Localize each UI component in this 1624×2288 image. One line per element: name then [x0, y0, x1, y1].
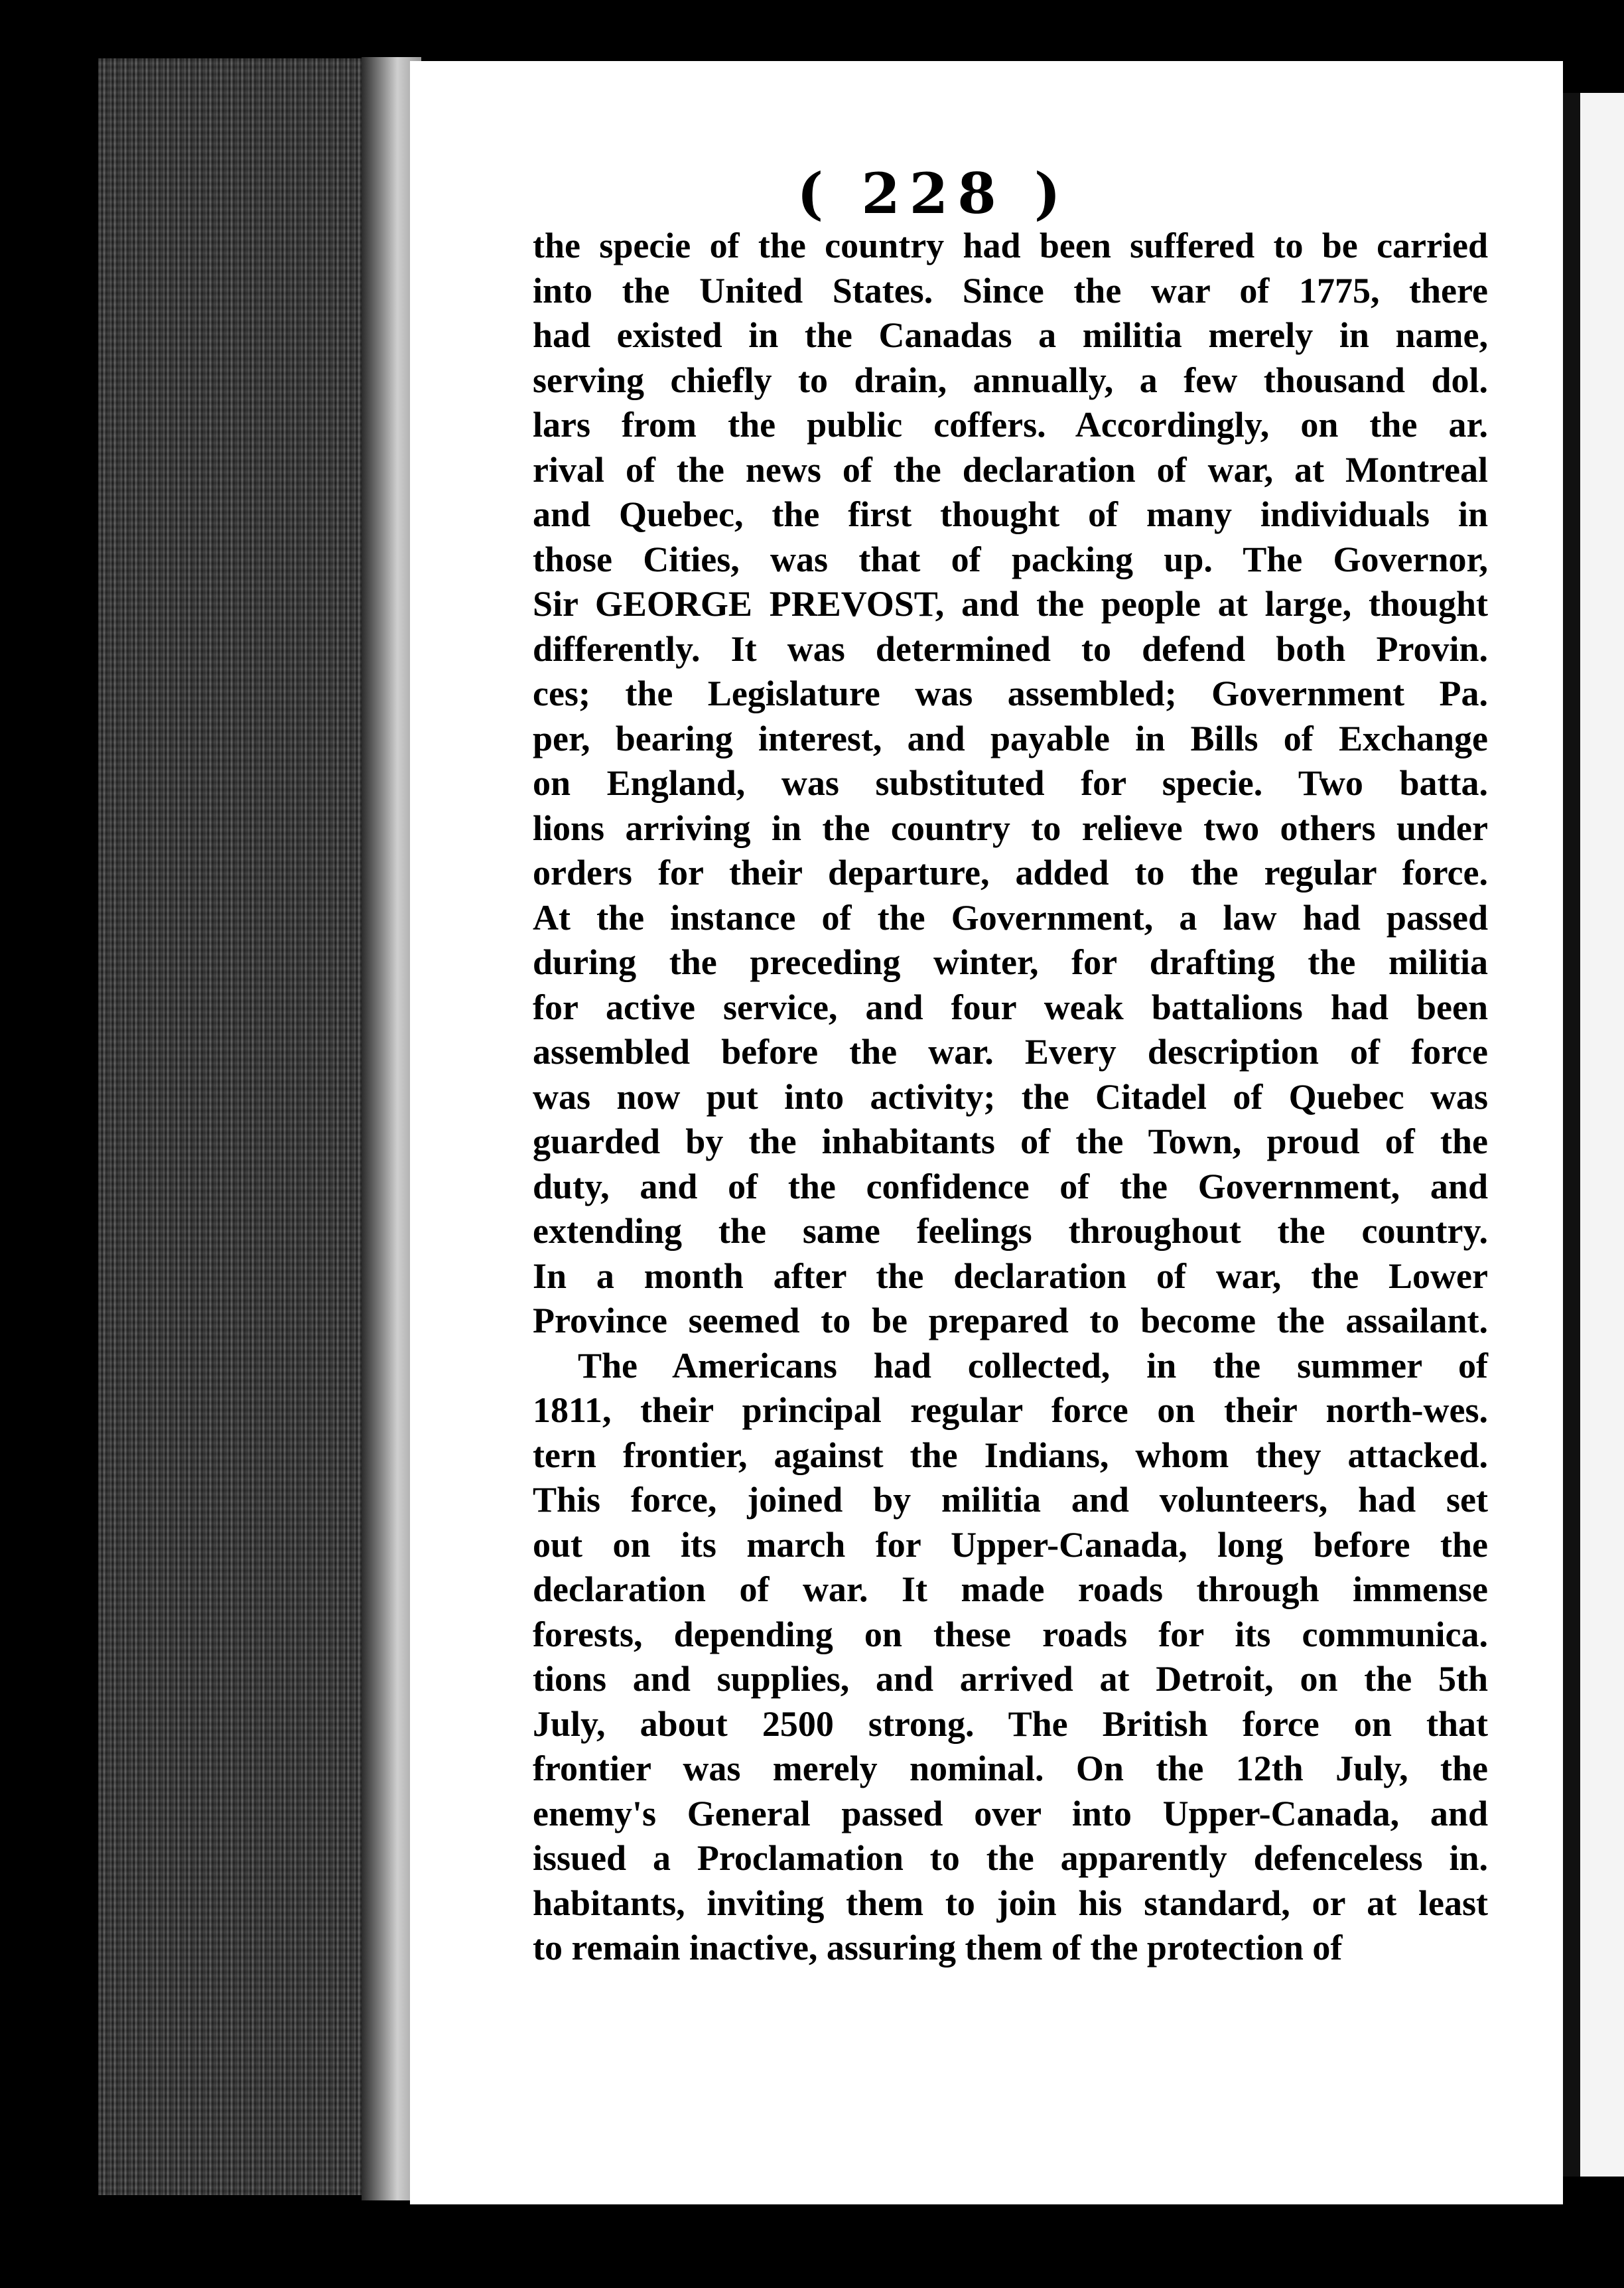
text-line: 1811, their principal regular force on their north-wes.	[533, 1390, 1488, 1430]
text-line: guarded by the inhabitants of the Town, proud of the	[533, 1121, 1488, 1161]
text-line: for active service, and four weak battalions had been	[533, 987, 1488, 1027]
text-line: per, bearing interest, and payable in Bills of Exchange	[533, 718, 1488, 758]
text-line: into the United States. Since the war of 1775, there	[533, 270, 1488, 311]
text-line: to remain inactive, assuring them of the protection of	[533, 1928, 1343, 1967]
text-line: out on its march for Upper-Canada, long before the	[533, 1524, 1488, 1565]
text-line: This force, joined by militia and volunteers, had set	[533, 1480, 1488, 1520]
text-line: on England, was substituted for specie. Two batta.	[533, 763, 1488, 803]
text-line: In a month after the declaration of war, the Lower	[533, 1255, 1488, 1296]
text-line: habitants, inviting them to join his standard, or at least	[533, 1883, 1488, 1923]
text-line: ces; the Legislature was assembled; Government Pa.	[533, 674, 1488, 713]
text-line: duty, and of the confidence of the Government, and	[533, 1166, 1488, 1206]
text-line: enemy's General passed over into Upper-Canada, and	[533, 1793, 1488, 1833]
text-line: declaration of war. It made roads through immense	[533, 1569, 1488, 1609]
text-line: At the instance of the Government, a law had passed	[533, 897, 1488, 938]
printed-page	[410, 61, 1563, 2204]
text-line: differently. It was determined to defend both Provin.	[533, 628, 1488, 669]
text-line: tern frontier, against the Indians, whom they attacked.	[533, 1435, 1488, 1475]
text-line: orders for their departure, added to the regular force.	[533, 853, 1488, 893]
text-line: had existed in the Canadas a militia merely in name,	[533, 315, 1488, 355]
body-text	[533, 224, 1488, 1971]
text-line: frontier was merely nominal. On the 12th July, the	[533, 1749, 1488, 1788]
text-line: rival of the news of the declaration of war, at Montreal	[533, 449, 1488, 490]
facing-page-edge	[1580, 93, 1624, 2177]
text-line: assembled before the war. Every description of force	[533, 1032, 1488, 1072]
text-line: the specie of the country had been suffered to be carried	[533, 226, 1488, 265]
text-line: serving chiefly to drain, annually, a few thousand dol.	[533, 360, 1488, 400]
text-line: and Quebec, the first thought of many individuals in	[533, 494, 1488, 534]
text-line: those Cities, was that of packing up. The Governor,	[533, 539, 1488, 579]
text-line: The Americans had collected, in the summer of	[578, 1345, 1488, 1386]
text-line: issued a Proclamation to the apparently defenceless in.	[533, 1838, 1488, 1878]
text-line: lars from the public coffers. Accordingly, on the ar.	[533, 405, 1488, 445]
text-line: July, about 2500 strong. The British force on that	[533, 1703, 1488, 1744]
page-divider-shadow	[1560, 93, 1580, 2177]
text-line: forests, depending on these roads for its communica.	[533, 1614, 1488, 1654]
text-line: extending the same feelings throughout the country.	[533, 1211, 1488, 1251]
page-number: ( 228 )	[797, 161, 1070, 226]
text-line: during the preceding winter, for drafting the militia	[533, 942, 1488, 982]
text-line: was now put into activity; the Citadel of Quebec was	[533, 1076, 1488, 1117]
text-line: Province seemed to be prepared to become the assailant.	[533, 1301, 1488, 1340]
text-line: tions and supplies, and arrived at Detroit, on the 5th	[533, 1659, 1488, 1699]
book-edge	[98, 58, 383, 2195]
text-line: lions arriving in the country to relieve two others under	[533, 808, 1488, 848]
text-line: Sir GEORGE PREVOST, and the people at large, thought	[533, 584, 1488, 624]
